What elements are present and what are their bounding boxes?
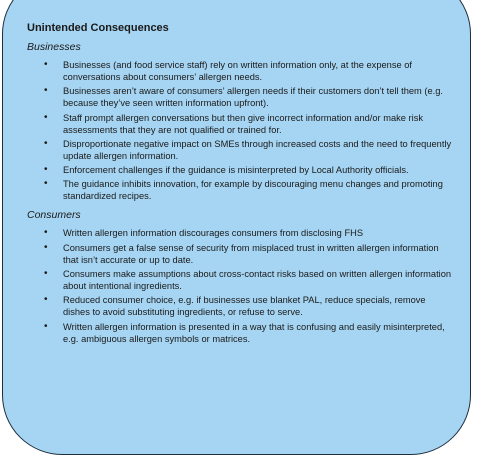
list-item: • Reduced consumer choice, e.g. if businesses use blanket PAL, reduce specials, remove dishes to avoid substituting ingredients, or refuse to serve. xyxy=(27,294,453,318)
list-item: • Businesses (and food service staff) rely on written information only, at the expense of conversations about consumers’ allergen needs. xyxy=(27,59,453,83)
list-item: • Written allergen information discourages consumers from disclosing FHS xyxy=(27,227,453,239)
card-title: Unintended Consequences xyxy=(27,22,169,34)
section-heading-businesses: Businesses xyxy=(27,41,81,53)
list-item: • Written allergen information is presented in a way that is confusing and easily misinterpreted, e.g. ambiguous allergen symbols or matrices. xyxy=(27,321,453,345)
section-businesses xyxy=(27,40,457,202)
list-item: • Consumers make assumptions about cross-contact risks based on written allergen information about intentional ingredients. xyxy=(27,268,453,292)
section-consumers xyxy=(27,208,457,344)
card-content xyxy=(27,21,457,347)
bullet-list-consumers xyxy=(27,227,457,344)
list-item: • The guidance inhibits innovation, for example by discouraging menu changes and promoting standardized recipes. xyxy=(27,178,453,202)
list-item: • Businesses aren’t aware of consumers’ allergen needs if their customers don’t tell them (e.g. because they’ve seen written information upfront). xyxy=(27,85,453,109)
bullet-list-businesses xyxy=(27,59,457,202)
list-item: • Disproportionate negative impact on SMEs through increased costs and the need to frequently update allergen information. xyxy=(27,138,453,162)
list-item: • Staff prompt allergen conversations but then give incorrect information and/or make risk assessments that they are not qualified or trained for. xyxy=(27,112,453,136)
list-item: • Enforcement challenges if the guidance is misinterpreted by Local Authority officials. xyxy=(27,164,453,176)
section-heading-consumers: Consumers xyxy=(27,209,81,222)
list-item: • Consumers get a false sense of security from misplaced trust in written allergen information that isn’t accurate or up to date. xyxy=(27,242,453,266)
